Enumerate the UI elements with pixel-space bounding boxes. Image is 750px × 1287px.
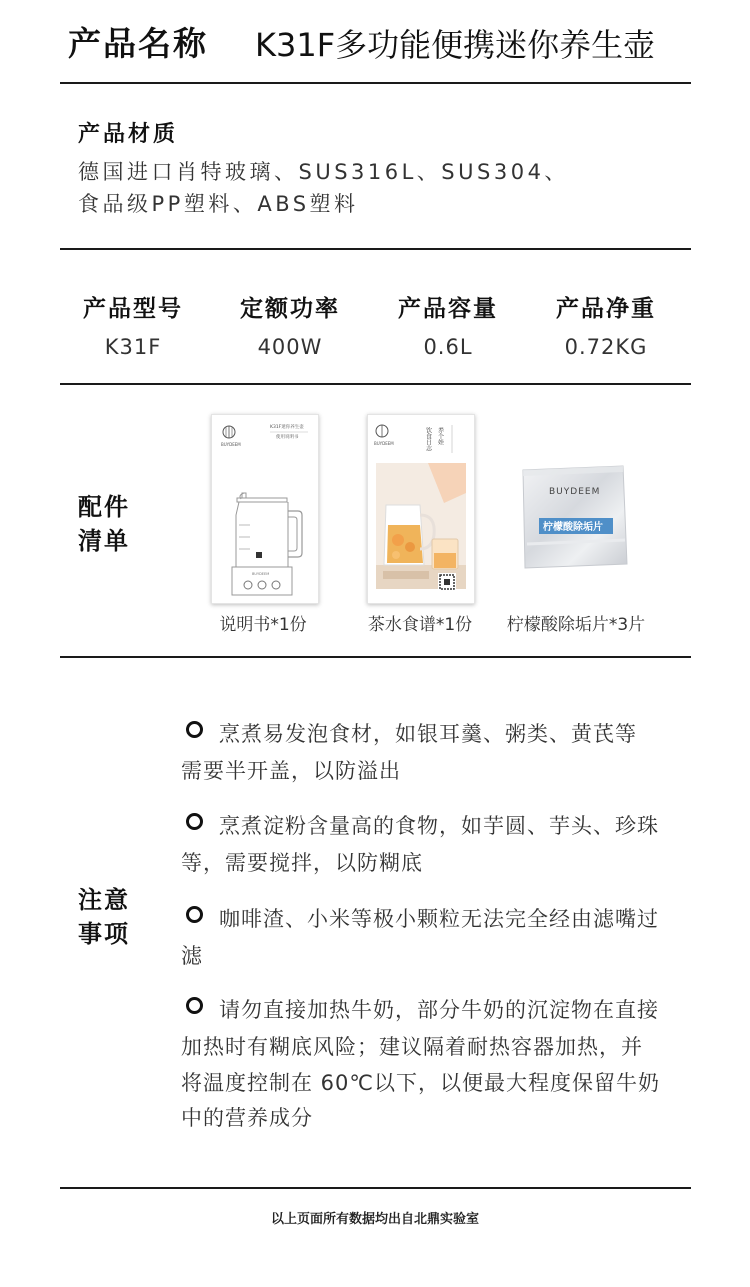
product-name-value: K31F多功能便携迷你养生壶 xyxy=(255,26,656,64)
accessory-caption-manual: 说明书*1份 xyxy=(219,615,307,635)
note-4-line-1: 请勿直接加热牛奶，部分牛奶的沉淀物在直接 xyxy=(181,994,659,1024)
notes-heading xyxy=(78,883,130,951)
accessories-heading-line: 配件 xyxy=(78,493,130,521)
bullet-icon xyxy=(186,813,203,830)
spec-label: 定额功率 xyxy=(240,296,340,322)
divider xyxy=(60,248,691,250)
spec-label: 产品容量 xyxy=(398,296,498,322)
spec-value: 400W xyxy=(257,335,323,359)
divider xyxy=(60,82,691,84)
manual-brand: BUYDEEM xyxy=(221,442,241,447)
accessory-caption-packet: 柠檬酸除垢片*3片 xyxy=(506,615,646,635)
accessories-heading-line: 清单 xyxy=(78,527,130,555)
spec-model xyxy=(63,290,203,359)
manual-title: K31F迷你养生壶 xyxy=(270,425,304,430)
recipe-vertical-sub: 养个娃 xyxy=(436,427,444,445)
notes-heading-line: 事项 xyxy=(78,920,130,948)
note-4-line-3: 将温度控制在 60℃以下，以便最大程度保留牛奶 xyxy=(181,1071,660,1095)
note-2-line-1: 烹煮淀粉含量高的食物，如芋圆、芋头、珍珠 xyxy=(181,810,659,840)
spec-value: 0.6L xyxy=(423,335,473,359)
accessory-caption-recipe: 茶水食谱*1份 xyxy=(367,615,473,635)
packet-brand: BUYDEEM xyxy=(549,487,601,497)
spec-weight xyxy=(536,290,676,359)
material-heading: 产品材质 xyxy=(78,122,179,147)
spec-label: 产品型号 xyxy=(83,296,183,322)
footer-note: 以上页面所有数据均出自北鼎实验室 xyxy=(270,1212,479,1227)
manual-booklet-icon xyxy=(211,414,319,604)
svg-text:BUYDEEM: BUYDEEM xyxy=(252,572,270,576)
bullet-icon xyxy=(186,906,203,923)
note-3-line-1: 咖啡渣、小米等极小颗粒无法完全经由滤嘴过 xyxy=(181,903,659,933)
bullet-icon xyxy=(186,721,203,738)
note-1-line-2: 需要半开盖，以防溢出 xyxy=(181,759,401,783)
spec-capacity xyxy=(378,290,518,359)
note-3-line-2: 滤 xyxy=(181,944,203,968)
material-line-1: 德国进口肖特玻璃、SUS316L、SUS304、 xyxy=(78,160,569,184)
bullet-icon xyxy=(186,997,203,1014)
notes-heading-line: 注意 xyxy=(78,886,130,914)
note-1-line-1: 烹煮易发泡食材，如银耳羹、粥类、黄芪等 xyxy=(181,718,637,748)
spec-value: K31F xyxy=(104,335,162,359)
note-2-line-2: 等，需要搅拌，以防糊底 xyxy=(181,851,423,875)
divider xyxy=(60,656,691,658)
recipe-vertical-title: 饮食日志 xyxy=(424,427,432,451)
divider xyxy=(60,383,691,385)
descaling-packet-icon xyxy=(519,464,629,572)
spec-power xyxy=(220,290,360,359)
packet-illustration xyxy=(519,464,629,572)
packet-label: 柠檬酸除垢片 xyxy=(543,522,603,533)
recipe-booklet-icon xyxy=(367,414,475,604)
note-4-line-4: 中的营养成分 xyxy=(181,1106,313,1130)
note-4-line-2: 加热时有糊底风险；建议隔着耐热容器加热，并 xyxy=(181,1035,643,1059)
kettle-illustration xyxy=(212,415,318,603)
material-line-2: 食品级PP塑料、ABS塑料 xyxy=(78,192,359,216)
divider xyxy=(60,1187,691,1189)
spec-value: 0.72KG xyxy=(564,335,648,359)
spec-label: 产品净重 xyxy=(556,296,656,322)
recipe-cover-illustration xyxy=(368,415,474,603)
accessories-heading xyxy=(78,490,130,558)
product-name-label: 产品名称 xyxy=(68,24,208,63)
recipe-brand: BUYDEEM xyxy=(374,441,394,446)
manual-subtitle: 使用说明书 xyxy=(276,435,299,440)
